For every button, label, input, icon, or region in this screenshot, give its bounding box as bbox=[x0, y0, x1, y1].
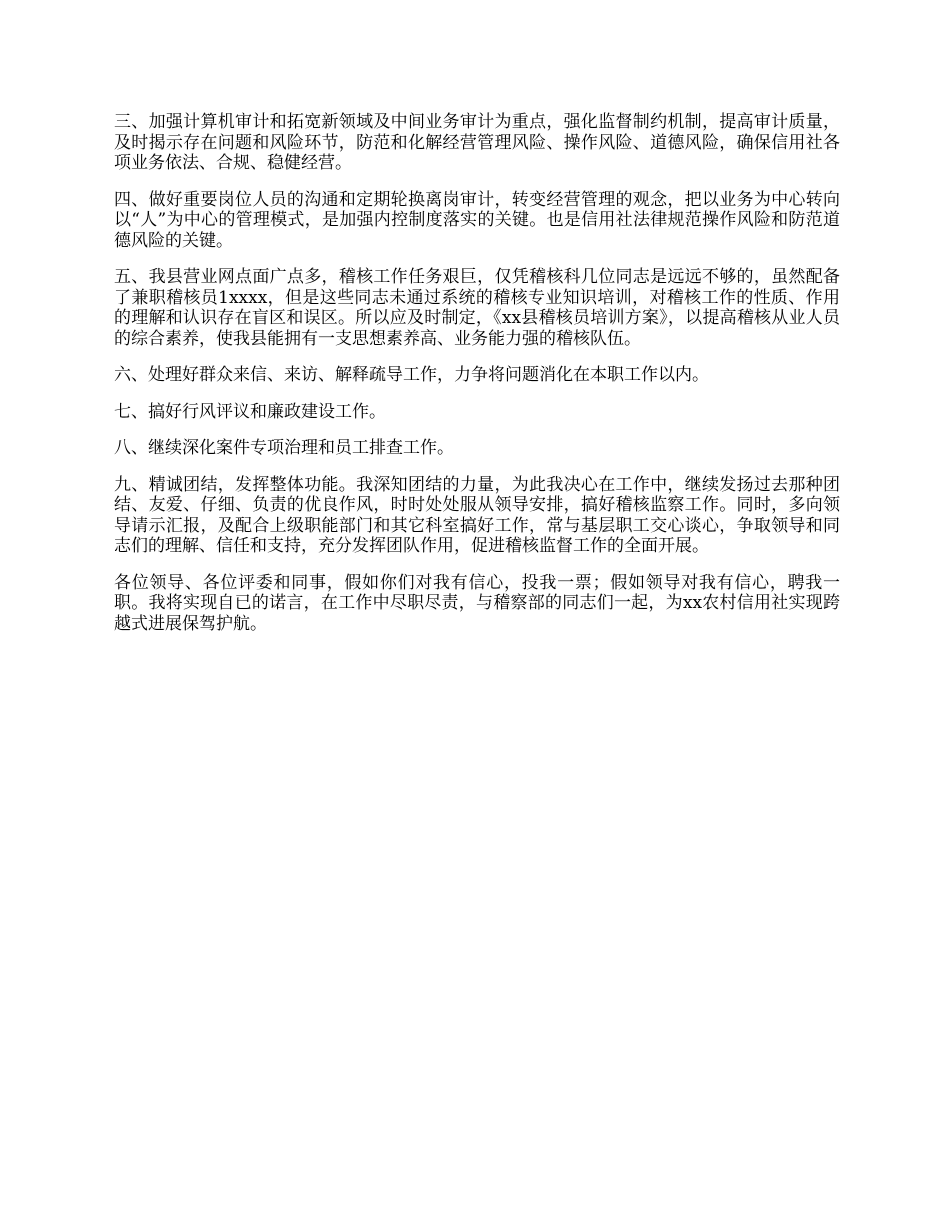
paragraph-closing: 各位领导、各位评委和同事，假如你们对我有信心，投我一票；假如领导对我有信心，聘我一职。我将实现自已的诺言，在工作中尽职尽责，与稽察部的同志们一起，为xx农村信用社实现跨越式进展保驾护航。 bbox=[114, 572, 840, 634]
paragraph-section-6: 六、处理好群众来信、来访、解释疏导工作，力争将问题消化在本职工作以内。 bbox=[114, 365, 709, 385]
paragraph-section-4: 四、做好重要岗位人员的沟通和定期轮换离岗审计，转变经营管理的观念，把以业务为中心转向以“人”为中心的管理模式，是加强内控制度落实的关键。也是信用社法律规范操作风险和防范道德风险的关键。 bbox=[114, 189, 840, 251]
paragraph-section-8: 八、继续深化案件专项治理和员工排查工作。 bbox=[114, 438, 454, 458]
paragraph-section-3: 三、加强计算机审计和拓宽新领域及中间业务审计为重点，强化监督制约机制，提高审计质量，及时揭示存在问题和风险环节，防范和化解经营管理风险、操作风险、道德风险，确保信用社各项业务依法、合规、稳健经营。 bbox=[114, 112, 840, 173]
paragraph-section-7: 七、搞好行风评议和廉政建设工作。 bbox=[114, 401, 386, 422]
document-body bbox=[114, 112, 840, 650]
paragraph-section-5: 五、我县营业网点面广点多，稽核工作任务艰巨，仅凭稽核科几位同志是远远不够的，虽然配备了兼职稽核员1xxxx，但是这些同志未通过系统的稽核专业知识培训，对稽核工作的性质、作用的理解和认识存在盲区和误区。所以应及时制定，《xx县稽核员培训方案》，以提高稽核从业人员的综合素养，使我县能拥有一支思想素养高、业务能力强的稽核队伍。 bbox=[114, 267, 840, 349]
paragraph-section-9: 九、精诚团结，发挥整体功能。我深知团结的力量，为此我决心在工作中，继续发扬过去那种团结、友爱、仔细、负责的优良作风，时时处处服从领导安排，搞好稽核监察工作。同时，多向领导请示汇报，及配合上级职能部门和其它科室搞好工作，常与基层职工交心谈心，争取领导和同志们的理解、信任和支持，充分发挥团队作用，促进稽核监督工作的全面开展。 bbox=[114, 474, 840, 556]
